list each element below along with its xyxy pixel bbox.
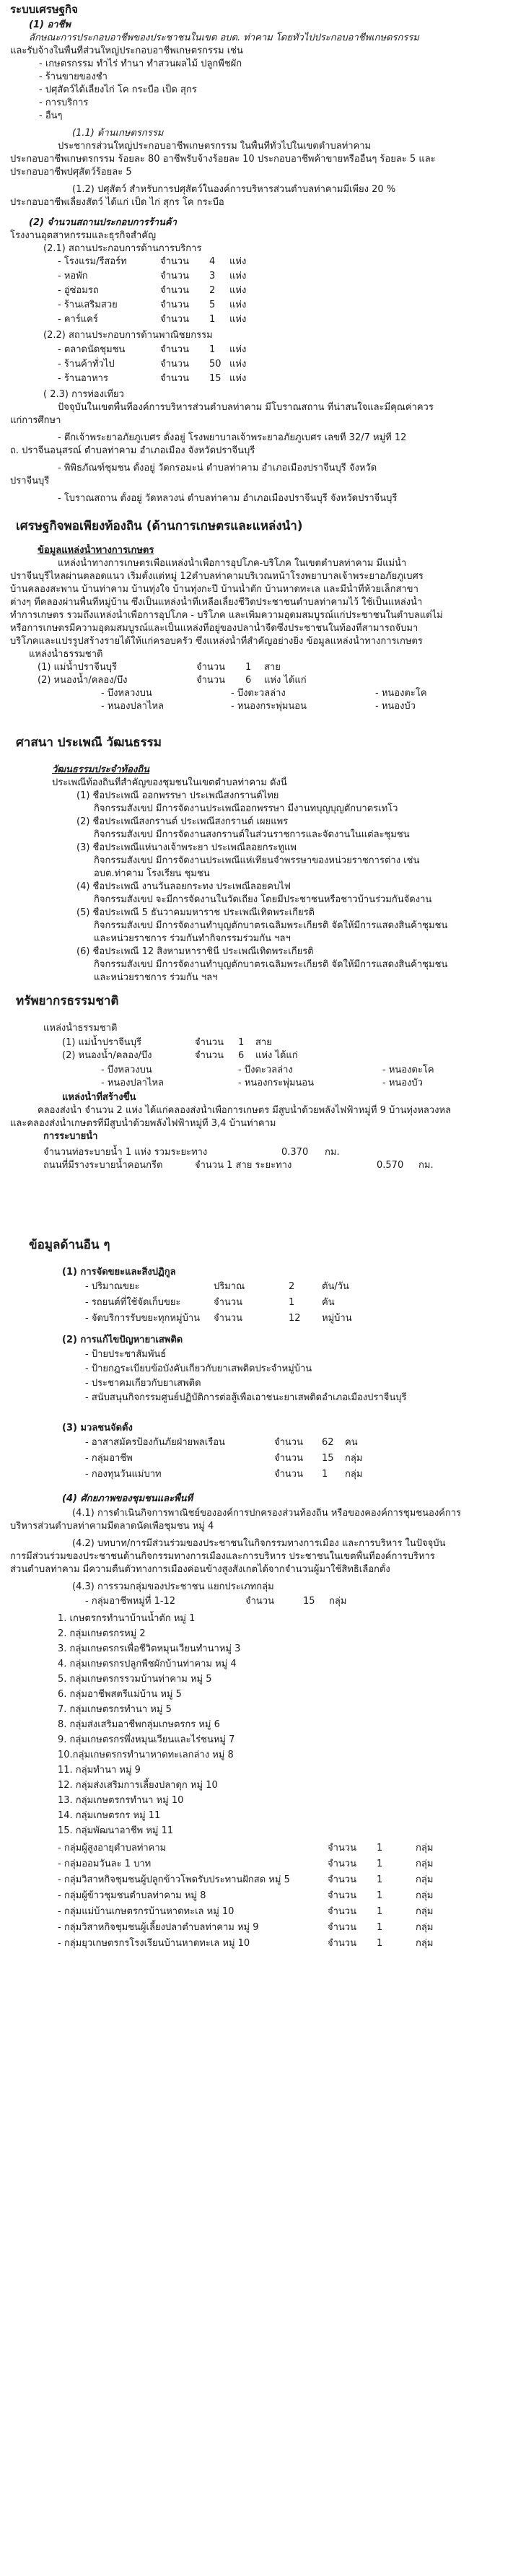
commerce-item-unit: แห่ง — [229, 373, 247, 384]
river-name: (1) แม่น้ำปราจีนบุรี — [62, 1037, 141, 1048]
drug-item: - ประชาคมเกี่ยวกับยาเสพติด — [85, 1378, 201, 1389]
mass-org-item-name: - อาสาสมัครป้องกันภัยฝ่ายพลเรือน — [85, 1437, 225, 1448]
occupation-paragraph: ลักษณะการประกอบอาชีพของประชาชนในเขต อบต. ท่าคาม โดยทั่วไปประกอบอาชีพเกษตรกรรม — [29, 32, 419, 43]
extra-group-count: 1 — [377, 1906, 383, 1917]
pond-unit: แห่ง ได้แก่ — [264, 675, 307, 686]
extra-group-name: - กลุ่มผู้สูงอายุตำบลท่าคาม — [58, 1843, 167, 1854]
commerce-item-count-label: จำนวน — [160, 373, 189, 384]
waste-item-label: จำนวน — [214, 1313, 242, 1324]
drainage-pipes-length: 0.370 — [281, 1147, 309, 1158]
group-item: 3. กลุ่มเกษตรกรเพื่อชีวิตหมุนเวียนทำนาหมู่ 3 — [58, 1643, 241, 1654]
drainage-road-label: จำนวน 1 สาย ระยะทาง — [195, 1160, 292, 1171]
group-item: 14. กลุ่มเกษตรกร หมู่ 11 — [58, 1810, 161, 1821]
pond-item: - หนองปลาไหล — [101, 1078, 165, 1088]
pond-count: 6 — [238, 1050, 245, 1061]
tourism-site: - โบราณสถาน ตั้งอยู่ วัดหลวงน่ ตำบลท่าคาม อำเภอเมืองปราจีนบุรี จังหวัดปราจีนบุรี — [58, 493, 398, 504]
commerce-item-count-label: จำนวน — [160, 359, 189, 370]
extra-group-unit: กลุ่ม — [416, 1922, 434, 1933]
service-item-count-label: จำนวน — [160, 300, 189, 310]
drainage-pipes-unit: กม. — [325, 1147, 340, 1158]
pond-item: - หนองบัว — [375, 701, 416, 712]
tradition-title: (2) ชื่อประเพณีสงกรานต์ ประเพณีสงกรานต์ เผยแพร — [76, 816, 289, 827]
water-paragraph: บริโภคและแปรรูปสร้างรายได้ให้แก่ครอบครัว ซึ่งแหล่งน้ำที่สำคัญอย่างยิ่ง ข้อมูลแหล่งน้ำทางการเกษตร — [10, 636, 423, 647]
extra-group-unit: กลุ่ม — [416, 1859, 434, 1869]
man-made-water-text: คลองส่งน้ำ จำนวน 2 แห่ง ได้แก่คลองส่งน้ำเพื่อการเกษตร มีสูบน้ำด้วยพลังไฟฟ้าหมู่ที่ 9 บ้านทุ่งหลวงหล — [38, 1105, 452, 1116]
tradition-title: (4) ชื่อประเพณี งานวันลอยกระทง ประเพณีลอยคบไฟ — [76, 881, 291, 892]
service-item-name: - โรงแรม/รีสอร์ท — [58, 256, 127, 267]
commerce-item-unit: แห่ง — [229, 344, 247, 355]
extra-group-unit: กลุ่ม — [416, 1890, 434, 1901]
mass-org-item-label: จำนวน — [274, 1453, 303, 1464]
pond-item: - บึงหลวงบน — [101, 1065, 152, 1075]
agriculture-subtitle: (1.1) ด้านเกษตรกรรม — [72, 128, 164, 139]
extra-group-name: - กลุ่มออมวันละ 1 บาท — [58, 1859, 152, 1869]
potential-text: (4.1) การดำเนินกิจการพาณิชย์ขององค์การปกครองส่วนท้องถิ่น หรือของคองค์การชุมชนองค์การ — [72, 1508, 462, 1519]
service-item-count: 2 — [209, 285, 216, 296]
extra-group-count: 1 — [377, 1843, 383, 1854]
extra-group-count: 1 — [377, 1890, 383, 1901]
drainage-road: ถนนที่มีรางระบายน้ำคอนกรีต — [43, 1160, 163, 1171]
pond-item: - หนองกระพุ่มนอน — [231, 701, 307, 712]
service-item-name: - ร้านเสริมสวย — [58, 300, 118, 310]
group-item: 8. กลุ่มส่งเสริมอาชีพกลุ่มเกษตรกร หมู่ 6 — [58, 1719, 220, 1730]
waste-item-label: จำนวน — [214, 1297, 242, 1308]
waste-item-value: 12 — [289, 1313, 301, 1324]
participation-text: (4.2) บทบาท/การมีส่วนร่วมของประชาชนในกิจกรรมทางการเมือง และการบริหาร ในปัจจุบัน — [72, 1538, 446, 1549]
group-summary-unit: กลุ่ม — [329, 1596, 347, 1607]
group-summary-count: 15 — [303, 1596, 315, 1607]
waste-item-value: 2 — [289, 1281, 295, 1292]
drainage-road-length: 0.570 — [377, 1160, 404, 1171]
culture-title: ศาสนา ประเพณี วัฒนธรรม — [16, 736, 162, 749]
tourism-site-address: ปราจีนบุรี — [10, 476, 50, 486]
section-header-economy: ระบบเศรษฐกิจ — [10, 3, 78, 16]
group-summary: - กลุ่มอาชีพหมู่ที่ 1-12 — [85, 1596, 176, 1607]
pond-name: (2) หนองน้ำ/คลอง/บึง — [38, 675, 128, 686]
grouping-subtitle: (4.3) การรวมกลุ่มของประชาชน แยกประเภทกลุ่ม — [72, 1581, 274, 1592]
mass-org-subtitle: (3) มวลชนจัดตั้ง — [62, 1423, 133, 1433]
business-title: (2) จำนวนสถานประกอบการร้านค้า — [29, 217, 177, 228]
service-item-name: - อู่ซ่อมรถ — [58, 285, 99, 296]
water-paragraph: ทำการเกษตร รวมถึงแหล่งน้ำเพื่อการอุปโภค - บริโภค และเพิ่มความอุดมสมบูรณ์แก่ประชาชนในตำบลแต่ไม่ — [10, 610, 443, 621]
drug-item: - สนับสนุนกิจกรรมศูนย์ปฏิบัติการต่อสู้เพื่อเอาชนะยาเสพติดอำเภอเมืองปราจีนบุรี — [85, 1392, 407, 1403]
river-count-label: จำนวน — [195, 1037, 224, 1048]
drug-subtitle: (2) การแก้ไขปัญหายาเสพติด — [62, 1335, 183, 1345]
tradition-title: (5) ชื่อประเพณี 5 ธันวาคมมหาราช ประเพณีเทิดพระเกียรติ — [76, 907, 315, 918]
pond-count: 6 — [245, 675, 252, 686]
extra-group-count: 1 — [377, 1874, 383, 1885]
sufficiency-title: เศรษฐกิจพอเพียงท้องถิ่น (ด้านการเกษตรและแหล่งน้ำ) — [16, 520, 303, 533]
agriculture-text: ประกอบอาชีพปศุสัตว์ร้อยละ 5 — [10, 167, 132, 178]
water-paragraph: หรือการเกษตรมีความอุดมสมบูรณ์และเป็นแหล่งที่อยู่ของปลาน้ำจืดซึ่งประชาชนในท้องที่สามารถจับมา — [10, 623, 418, 634]
service-item-count: 3 — [209, 271, 216, 281]
pond-item: - หนองกระพุ่มนอน — [238, 1078, 314, 1088]
group-summary-label: จำนวน — [245, 1596, 274, 1607]
potential-subtitle: (4) ศักยภาพของชุมชนและพื้นที่ — [62, 1493, 193, 1504]
group-item: 4. กลุ่มเกษตรกรปลูกพืชผักบ้านท่าคาม หมู่ 4 — [58, 1659, 237, 1669]
waste-item-name: - จัดบริการรับขยะทุกหมู่บ้าน — [85, 1313, 201, 1324]
commerce-item-count: 50 — [209, 359, 222, 370]
tradition-title: (1) ชื่อประเพณี ออกพรรษา ประเพณีสงกรานต์ไทย — [76, 790, 279, 801]
tradition-desc: กิจกรรมสังเขป มีการจัดงานทำบุญตักบาตรเฉลิมพระเกียรติ จัดให้มีการแสดงสินค้าชุมชน — [94, 959, 448, 970]
business-intro: โรงงานอุตสาหกรรมและธุรกิจสำคัญ — [10, 230, 157, 241]
drainage-pipes: จำนวนท่อระบายน้ำ 1 แห่ง รวมระยะทาง — [43, 1147, 208, 1158]
water-paragraph: แหล่งน้ำทางการเกษตรเพื่อแหล่งน้ำเพื่อการอุปโภค-บริโภค ในเขตตำบลท่าคาม มีแม่น้ำ — [58, 558, 407, 569]
tradition-title: (3) ชื่อประเพณีแห่นางเจ้าพระยา ประเพณีลอยกระทูแพ — [76, 842, 297, 853]
extra-group-count: 1 — [377, 1859, 383, 1869]
tradition-desc: กิจกรรมสังเขป มีการจัดงานประเพณีออกพรรษา มีงานทบุญบุญตักบาตรเทโว — [94, 803, 398, 814]
commerce-item-count: 1 — [209, 344, 216, 355]
extra-group-count: 1 — [377, 1922, 383, 1933]
other-title: ข้อมูลด้านอื่น ๆ — [29, 1239, 110, 1252]
pond-item: - บึงหลวงบน — [101, 688, 152, 699]
group-item: 10.กลุ่มเกษตรกรทำนาหาดทะเลกล่าง หมู่ 8 — [58, 1750, 234, 1760]
drug-item: - ป้ายประชาสัมพันธ์ — [85, 1349, 167, 1360]
group-item: 12. กลุ่มส่งเสริมการเลี้ยงปลาดุก หมู่ 10 — [58, 1780, 218, 1791]
extra-group-label: จำนวน — [328, 1922, 356, 1933]
commerce-item-unit: แห่ง — [229, 359, 247, 370]
mass-org-item-unit: กลุ่ม — [345, 1469, 363, 1480]
pond-item: - หนองบัว — [382, 1078, 423, 1088]
tourism-text: ปัจจุบันในเขตพื้นที่องค์การบริหารส่วนตำบลท่าคาม มีโบราณสถาน ที่น่าสนใจและมีคุณค่าควร — [58, 402, 434, 413]
livestock-text: ประกอบอาชีพเลี้ยงสัตว์ ได้แก่ เป็ด ไก่ สุกร โค กระบือ — [10, 197, 224, 208]
drug-item: - ป้ายกฎระเบียบข้อบังคับเกี่ยวกับยาเสพติดประจำหมู่บ้าน — [85, 1363, 312, 1374]
mass-org-item-count: 15 — [322, 1453, 334, 1464]
service-item-unit: แห่ง — [229, 285, 247, 296]
occupation-item: - อื่นๆ — [39, 110, 63, 121]
river-count: 1 — [238, 1037, 245, 1048]
occupation-item: - ร้านขายของชำ — [39, 71, 108, 82]
extra-group-label: จำนวน — [328, 1859, 356, 1869]
drainage-subtitle: การระบายน้ำ — [43, 1131, 98, 1142]
commerce-item-name: - ร้านค้าทั่วไป — [58, 359, 115, 370]
service-item-count-label: จำนวน — [160, 285, 189, 296]
potential-text: บริหารส่วนตำบลท่าคามมีตลาดนัดเพื่อชุมชน หมู่ 4 — [10, 1521, 214, 1532]
extra-group-count: 1 — [377, 1938, 383, 1949]
extra-group-unit: กลุ่ม — [416, 1843, 434, 1854]
waste-item-value: 1 — [289, 1297, 295, 1308]
commerce-item-count-label: จำนวน — [160, 344, 189, 355]
tradition-title: (6) ชื่อประเพณี 12 สิงหามหาราชินี ประเพณีเทิดพระเกียรติ — [76, 946, 314, 957]
group-item: 2. กลุ่มเกษตรกรหมู่ 2 — [58, 1628, 146, 1639]
service-item-count-label: จำนวน — [160, 314, 189, 325]
waste-subtitle: (1) การจัดขยะและสิ่งปฏิกูล — [62, 1267, 176, 1278]
pond-item: - บึงตะวลล่าง — [231, 688, 286, 699]
tourism-subtitle: ( 2.3) การท่องเที่ยว — [43, 389, 124, 400]
waste-item-unit: หมู่บ้าน — [322, 1313, 352, 1324]
waste-item-name: - รถยนต์ที่ใช้จัดเก็บขยะ — [85, 1297, 181, 1308]
tourism-text: แก่การศึกษา — [10, 415, 61, 426]
mass-org-item-count: 62 — [322, 1437, 334, 1448]
mass-org-item-unit: คน — [345, 1437, 358, 1448]
occupation-item: - เกษตรกรรม ทำไร่ ทำนา ทำสวนผลไม้ ปลูกพืชผัก — [39, 58, 242, 69]
natural-water-label: แหล่งน้ำธรรมชาติ — [29, 649, 103, 660]
group-item: 11. กลุ่มทำนา หมู่ 9 — [58, 1765, 141, 1776]
mass-org-item-name: - กองทุนวันแม่บาท — [85, 1469, 162, 1480]
extra-group-label: จำนวน — [328, 1843, 356, 1854]
water-source-subtitle: ข้อมูลแหล่งน้ำทางการเกษตร — [38, 545, 154, 556]
mass-org-item-unit: กลุ่ม — [345, 1453, 363, 1464]
culture-intro: ประเพณีท้องถิ่นที่สำคัญของชุมชนในเขตตำบลท่าคาม ดังนี้ — [52, 777, 287, 788]
extra-group-unit: กลุ่ม — [416, 1906, 434, 1917]
extra-group-unit: กลุ่ม — [416, 1938, 434, 1949]
group-item: 13. กลุ่มเกษตรกรทำนา หมู่ 10 — [58, 1795, 184, 1806]
occupation-title: (1) อาชีพ — [29, 19, 71, 30]
tourism-site: - ตึกเจ้าพระยาอภัยภูเบศร ตั้งอยู่ โรงพยาบาลเจ้าพระยาอภัยภูเบศร เลขที่ 32/7 หมู่ที่ 12 — [58, 432, 407, 443]
extra-group-label: จำนวน — [328, 1890, 356, 1901]
occupation-item: - การบริการ — [39, 97, 89, 108]
service-item-count-label: จำนวน — [160, 271, 189, 281]
man-made-water-subtitle: แหล่งน้ำที่สร้างขึ้น — [62, 1092, 136, 1103]
participation-text: ส่วนตำบลท่าคาม มีความตื่นตัวทางการเมืองค่อนข้างสูงสังเกตได้จากจำนวนผู้มาใช้สิทธิเลือกตั้ง — [10, 1564, 390, 1575]
participation-text: การมีส่วนร่วมของประชาชนด้านกิจกรรมทางการเมืองและการบริหาร ประชาชนในเขตพื้นที่องค์การบริหาร — [10, 1551, 435, 1562]
livestock-text: (1.2) ปศุสัตว์ สำหรับการปศุสัตว์ในองค์การบริหารส่วนตำบลท่าคามมีเพียง 20 % — [72, 184, 396, 195]
occupation-item: - ปศุสัตว์ได้เลี้ยงไก่ โค กระบือ เป็ด สุกร — [39, 84, 197, 95]
extra-group-name: - กลุ่มแม่บ้านเกษตรกรบ้านหาดทะเล หมู่ 10 — [58, 1906, 234, 1917]
service-item-unit: แห่ง — [229, 271, 247, 281]
pond-item: - บึงตะวลล่าง — [238, 1065, 293, 1075]
water-paragraph: บ้านคลองสะพาน บ้านท่าคาม บ้านทุ่งใจ บ้านทุ่งกะปี บ้านน้ำตัก บ้านหาดทะเล และมีน้ำที่ห้วยเล็กสาขา — [10, 584, 418, 595]
pond-item: - หนองตะโค — [375, 688, 427, 699]
extra-group-label: จำนวน — [328, 1938, 356, 1949]
extra-group-name: - กลุ่มวิสาหกิจชุมชนผู้ปลูกข้าวโพดรับประทานฝักสด หมู่ 5 — [58, 1874, 290, 1885]
pond-name: (2) หนองน้ำ/คลอง/บึง — [62, 1050, 152, 1061]
pond-count-label: จำนวน — [196, 675, 225, 686]
drainage-road-unit: กม. — [418, 1160, 434, 1171]
service-item-count: 5 — [209, 300, 216, 310]
pond-item: - หนองตะโค — [382, 1065, 434, 1075]
group-list — [58, 1611, 240, 1838]
tradition-desc-cont: และหน่วยราชการ ร่วมกัน ฯลฯ — [94, 972, 218, 983]
tradition-desc: กิจกรรมสังเขป มีการจัดงานสงกรานต์ในส่วนราชการและจัดงานในแต่ละชุมชน — [94, 829, 410, 840]
group-item: 5. กลุ่มเกษตรกรรวมบ้านท่าคาม หมู่ 5 — [58, 1674, 212, 1685]
tradition-desc: กิจกรรมสังเขป มีการจัดงานทำบุญตักบาตรเฉลิมพระเกียรติ จัดให้มีการแสดงสินค้าชุมชน — [94, 920, 448, 931]
commerce-item-name: - ร้านอาหาร — [58, 373, 108, 384]
waste-item-label: ปริมาณ — [214, 1281, 245, 1292]
service-item-count: 1 — [209, 314, 216, 325]
extra-group-name: - กลุ่มวิสาหกิจชุมชนผู้เลี้ยงปลาตำบลท่าคาม หมู่ 9 — [58, 1922, 259, 1933]
occupation-paragraph-cont: และรับจ้างในพื้นที่ส่วนใหญ่ประกอบอาชีพเกษตรกรรม เช่น — [10, 45, 243, 56]
service-item-unit: แห่ง — [229, 256, 247, 267]
commerce-subtitle: (2.2) สถานประกอบการด้านพาณิชยกรรม — [43, 330, 213, 341]
waste-item-unit: คัน — [322, 1297, 335, 1308]
tradition-desc: กิจกรรมสังเขป จะมีการจัดงานในวัดเถียง โดยมีประชาชนหรือชาวบ้านร่วมกันจัดงาน — [94, 894, 432, 905]
service-item-unit: แห่ง — [229, 300, 247, 310]
river-unit: สาย — [264, 662, 281, 673]
river-count-label: จำนวน — [196, 662, 225, 673]
agriculture-text: ประกอบอาชีพเกษตรกรรม ร้อยละ 80 อาชีพรับจ้างร้อยละ 10 ประกอบอาชีพค้าขายหรืออื่นๆ ร้อยละ 5 และ — [10, 154, 436, 165]
group-item: 9. กลุ่มเกษตรกรพึ่งหมุนเวียนและไร่ชนหมู่ 7 — [58, 1734, 235, 1745]
water-paragraph: ปราจีนบุรีไหลผ่านตลอดแนว เริ่มตั้งแต่หมู่ 12ตำบลท่าคามบริเวณหน้าโรงพยาบาลเจ้าพระยาอภัยภูเบศร — [10, 571, 424, 582]
tradition-desc-cont: และหน่วยราชการ ร่วมกันทำกิจกรรมร่วมกัน ฯลฯ — [94, 933, 291, 944]
extra-group-name: - กลุ่มยุวเกษตรกรโรงเรียนบ้านหาดทะเล หมู่ 10 — [58, 1938, 250, 1949]
commerce-item-count: 15 — [209, 373, 222, 384]
tourism-site-address: ถ. ปราจีนอนุสรณ์ ตำบลท่าคาม อำเภอเมือง จังหวัดปราจีนบุรี — [10, 445, 255, 456]
group-item: 6. กลุ่มอาชีพสตรีแม่บ้าน หมู่ 5 — [58, 1689, 182, 1700]
extra-group-name: - กลุ่มผู้ข้าวชุมชนตำบลท่าคาม หมู่ 8 — [58, 1890, 206, 1901]
culture-subtitle: วัฒนธรรมประจำท้องถิ่น — [52, 764, 150, 775]
tradition-desc-cont: อบต.ท่าคาม โรงเรียน ชุมชน — [94, 868, 210, 879]
river-name: (1) แม่น้ำปราจีนบุรี — [38, 662, 117, 673]
extra-group-unit: กลุ่ม — [416, 1874, 434, 1885]
extra-group-label: จำนวน — [328, 1906, 356, 1917]
group-item: 7. กลุ่มเกษตรกรทำนา หมู่ 5 — [58, 1704, 172, 1715]
mass-org-item-count: 1 — [322, 1469, 328, 1480]
agriculture-text: ประชากรส่วนใหญ่ประกอบอาชีพเกษตรกรรม ในพื้นที่ทั่วไปในเขตตำบลท่าคาม — [58, 141, 372, 152]
waste-item-name: - ปริมาณขยะ — [85, 1281, 140, 1292]
pond-item: - หนองปลาไหล — [101, 701, 165, 712]
mass-org-item-label: จำนวน — [274, 1469, 303, 1480]
pond-count-label: จำนวน — [195, 1050, 224, 1061]
group-item: 15. กลุ่มพัฒนาอาชีพ หมู่ 11 — [58, 1825, 174, 1836]
mass-org-item-label: จำนวน — [274, 1437, 303, 1448]
service-item-count-label: จำนวน — [160, 256, 189, 267]
waste-item-unit: ตัน/วัน — [322, 1281, 349, 1292]
tourism-site: - พิพิธภัณฑ์ชุมชน ตั้งอยู่ วัดกรอมะน่ ตำบลท่าคาม อำเภอเมืองปราจีนบุรี จังหวัด — [58, 463, 377, 473]
mass-org-item-name: - กลุ่มอาชีพ — [85, 1453, 133, 1464]
service-item-name: - หอพัก — [58, 271, 88, 281]
pond-unit: แห่ง ได้แก่ — [255, 1050, 298, 1061]
service-item-unit: แห่ง — [229, 314, 247, 325]
river-unit: สาย — [255, 1037, 272, 1048]
service-subtitle: (2.1) สถานประกอบการด้านการบริการ — [43, 243, 202, 254]
water-paragraph: ต่างๆ ที่คลองผ่านพื้นที่หมู่บ้าน ซึ่งเป็นแหล่งน้ำที่เหลือเลี้ยงชีวิตประชาชนตำบลท่าคามไว้ ใช้เป็นแหล่งน้ำ — [10, 597, 423, 608]
man-made-water-text: และคลองส่งน้ำเกษตรที่มีสูบน้ำด้วยพลังไฟฟ้าหมู่ที่ 3,4 บ้านท่าคาม — [10, 1118, 276, 1129]
nature-subtitle: แหล่งน้ำธรรมชาติ — [43, 1023, 118, 1034]
commerce-item-name: - ตลาดนัดชุมชน — [58, 344, 126, 355]
group-item: 1. เกษตรกรทำนาบ้านน้ำตัก หมู่ 1 — [58, 1613, 196, 1624]
extra-group-label: จำนวน — [328, 1874, 356, 1885]
service-item-name: - คาร์แคร์ — [58, 314, 98, 325]
service-item-count: 4 — [209, 256, 216, 267]
nature-title: ทรัพยากรธรรมชาติ — [16, 995, 119, 1008]
tradition-desc: กิจกรรมสังเขป มีการจัดงานประเพณีแห่เทียนจำพรรษาของหน่วยราชการต่าง เช่น — [94, 855, 420, 866]
river-count: 1 — [245, 662, 252, 673]
